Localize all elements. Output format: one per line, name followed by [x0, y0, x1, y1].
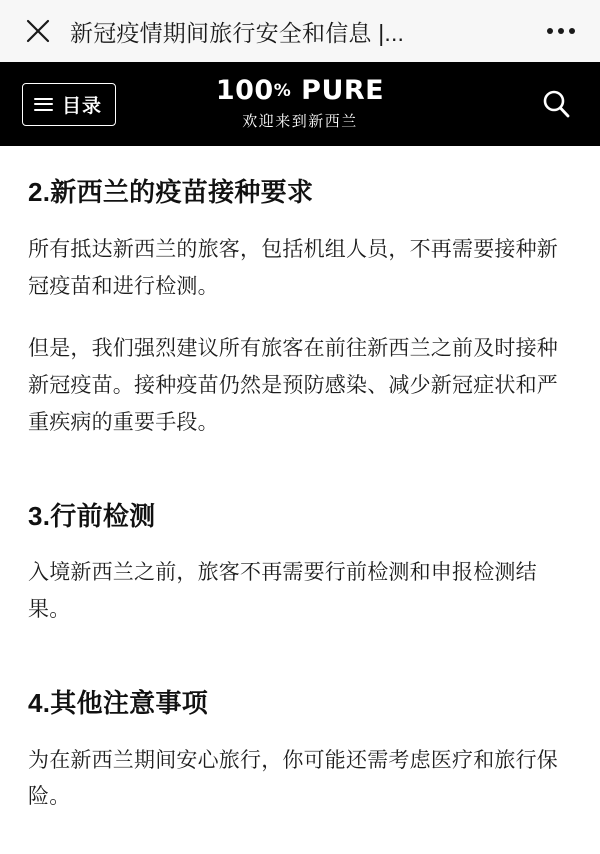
more-options-icon-dot3	[569, 28, 575, 34]
section-heading-other-notes: 4.其他注意事项	[28, 687, 209, 718]
close-icon	[25, 18, 51, 44]
more-options-icon	[547, 28, 553, 34]
close-button[interactable]	[16, 9, 60, 53]
section-paragraph: 入境新西兰之前，旅客不再需要行前检测和申报检测结果。	[28, 561, 537, 622]
more-options-button[interactable]	[538, 9, 584, 53]
site-logo-text	[215, 74, 385, 106]
more-options-icon-dot2	[558, 28, 564, 34]
site-logo-word: PURE	[291, 74, 385, 106]
section-paragraph: 为在新西兰期间安心旅行，你可能还需考虑医疗和旅行保险。	[28, 748, 558, 809]
section-paragraph: 但是，我们强烈建议所有旅客在前往新西兰之前及时接种新冠疫苗。接种疫苗仍然是预防感染、减少新冠症状和严重疾病的重要手段。	[28, 337, 558, 434]
menu-button-label: 目录	[62, 95, 103, 117]
section-heading-vaccination: 2.新西兰的疫苗接种要求	[28, 177, 314, 207]
section-paragraph: 所有抵达新西兰的旅客，包括机组人员，不再需要接种新冠疫苗和进行检测。	[28, 237, 558, 298]
hamburger-icon	[34, 98, 53, 111]
search-icon	[540, 88, 572, 120]
section-heading-pre-departure-test: 3.行前检测	[28, 500, 156, 531]
search-button[interactable]	[534, 82, 578, 126]
menu-button[interactable]	[22, 83, 116, 126]
article-content	[0, 146, 600, 854]
page-title: 新冠疫情期间旅行安全和信息 |...	[70, 19, 405, 46]
site-logo-subtitle: 欢迎来到新西兰	[242, 113, 358, 131]
browser-top-bar	[0, 0, 600, 62]
site-header	[0, 62, 600, 146]
site-logo-percent: %	[273, 80, 292, 101]
site-logo-number: 100	[215, 74, 274, 106]
